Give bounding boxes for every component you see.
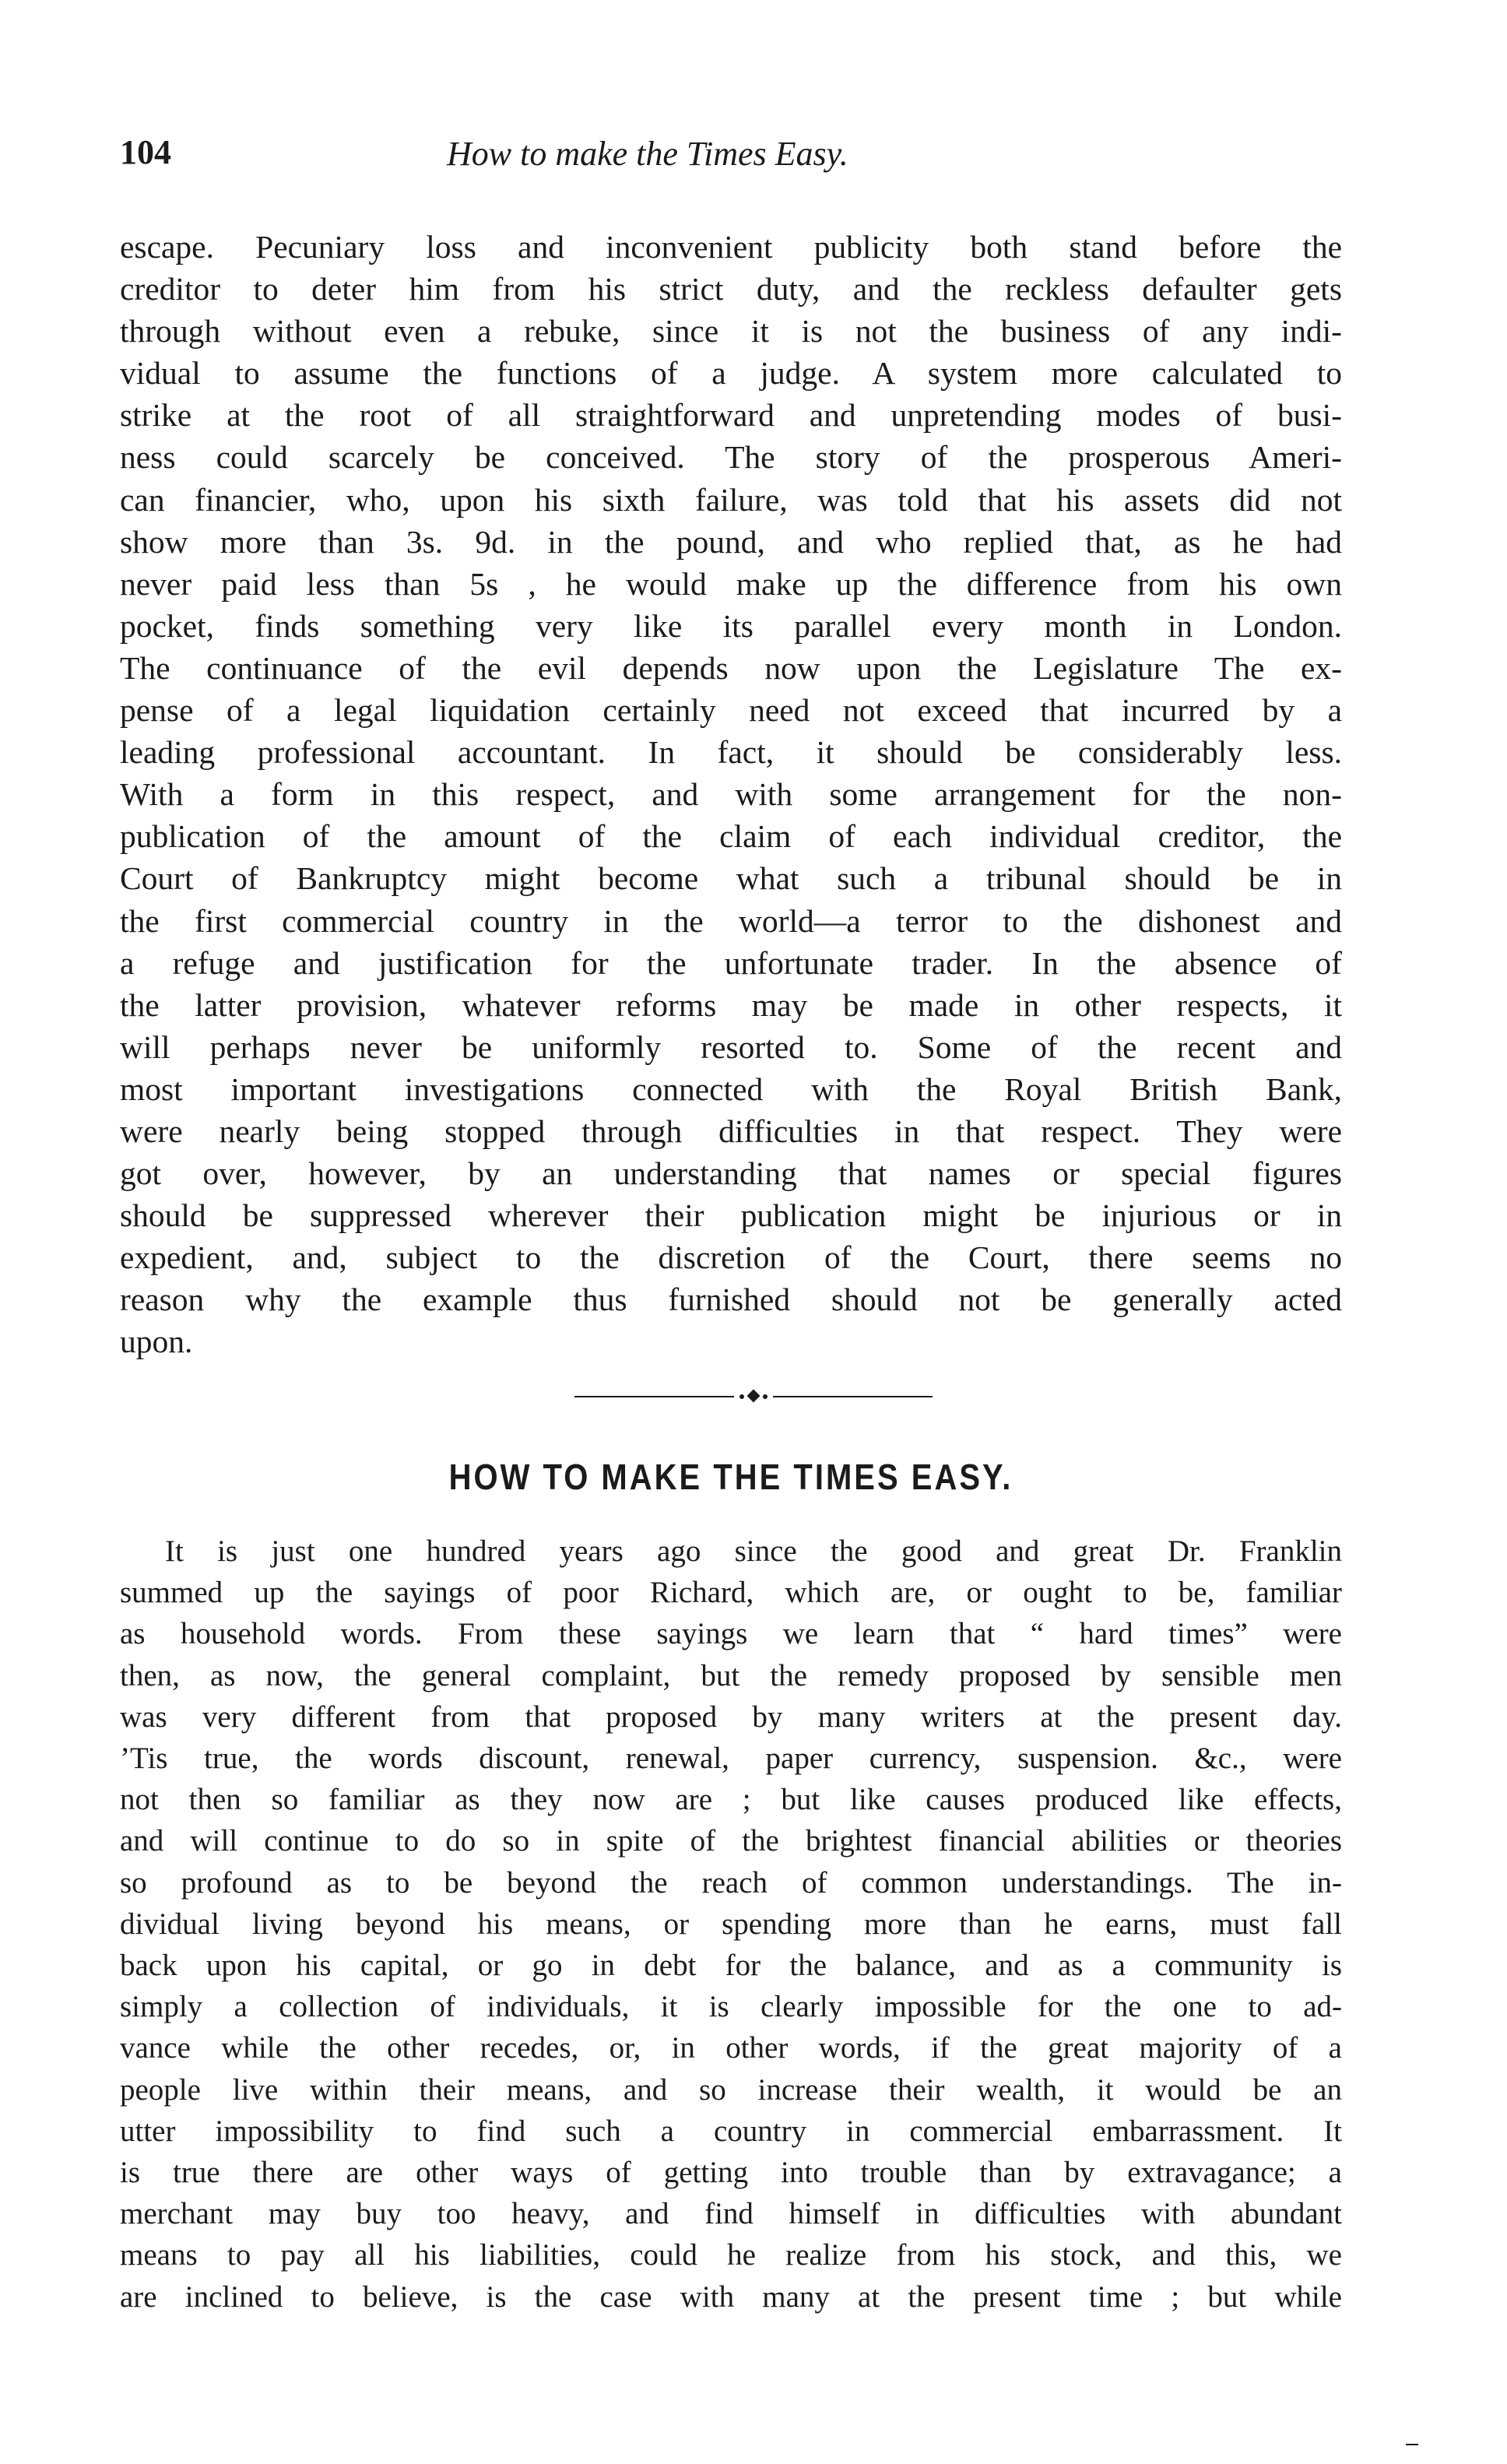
text-line: dividual living beyond his means, or spending more than he earns, must fall: [120, 1907, 1342, 1941]
text-line: people live within their means, and so increase their wealth, it would be an: [120, 2072, 1342, 2107]
page-edge-mark: [1406, 2444, 1418, 2445]
text-line: pocket, finds something very like its parallel every month in London.: [120, 607, 1342, 644]
text-line: through without even a rebuke, since it is not the business of any indi-: [120, 313, 1342, 350]
text-line: The continuance of the evil depends now upon the Legislature The ex-: [120, 649, 1342, 686]
text-line: are inclined to believe, is the case with many at the present time ; but while: [120, 2279, 1342, 2314]
section-divider: [574, 1388, 933, 1404]
text-line: most important investigations connected with the Royal British Bank,: [120, 1070, 1342, 1107]
text-line: never paid less than 5s , he would make up the difference from his own: [120, 565, 1342, 602]
text-line: got over, however, by an understanding that names or special figures: [120, 1155, 1342, 1192]
running-title: How to make the Times Easy.: [447, 135, 848, 173]
text-line: was very different from that proposed by many writers at the present day.: [120, 1699, 1342, 1734]
text-line: simply a collection of individuals, it is clearly impossible for the one to ad-: [120, 1990, 1342, 2024]
text-line: vidual to assume the functions of a judge. A system more calculated to: [120, 355, 1342, 392]
text-line: as household words. From these sayings we learn that “ hard times” were: [120, 1617, 1342, 1651]
text-line: means to pay all his liabilities, could he realize from his stock, and this, we: [120, 2238, 1342, 2272]
page-number: 104: [120, 133, 171, 171]
text-line: With a form in this respect, and with some arrangement for the non-: [120, 776, 1342, 813]
text-line: It is just one hundred years ago since the good and great Dr. Franklin: [165, 1534, 1342, 1568]
section-heading: HOW TO MAKE THE TIMES EASY.: [448, 1457, 1013, 1498]
text-line: so profound as to be beyond the reach of common understandings. The in-: [120, 1865, 1342, 1900]
text-line: utter impossibility to find such a country in commercial embarrassment. It: [120, 2114, 1342, 2148]
text-line: then, as now, the general complaint, but the remedy proposed by sensible men: [120, 1658, 1342, 1692]
text-line: strike at the root of all straightforward and unpretending modes of busi-: [120, 397, 1342, 434]
text-line: back upon his capital, or go in debt for the balance, and as a community is: [120, 1949, 1342, 1983]
section-paragraph: [120, 1531, 1342, 2318]
text-line: show more than 3s. 9d. in the pound, and who replied that, as he had: [120, 523, 1342, 560]
text-line: merchant may buy too heavy, and find himself in difficulties with abundant: [120, 2197, 1342, 2231]
text-line: leading professional accountant. In fact, it should be considerably less.: [120, 734, 1342, 771]
text-line: and will continue to do so in spite of the brightest financial abilities or theories: [120, 1824, 1342, 1858]
divider-ornament-icon: [739, 1388, 768, 1404]
text-line: escape. Pecuniary loss and inconvenient publicity both stand before the: [120, 229, 1342, 265]
text-line: Court of Bankruptcy might become what such a tribunal should be in: [120, 860, 1342, 897]
text-line: the latter provision, whatever reforms may be made in other respects, it: [120, 986, 1342, 1023]
text-line: should be suppressed wherever their publication might be injurious or in: [120, 1197, 1342, 1234]
text-line: summed up the sayings of poor Richard, which are, or ought to be, familiar: [120, 1576, 1342, 1610]
continued-paragraph: [120, 226, 1342, 1363]
divider-rule: [574, 1396, 734, 1397]
divider-rule: [773, 1396, 933, 1397]
text-line: a refuge and justification for the unfortunate trader. In the absence of: [120, 944, 1342, 981]
text-line: the first commercial country in the world—a terror to the dishonest and: [120, 902, 1342, 939]
text-line: will perhaps never be uniformly resorted to. Some of the recent and: [120, 1028, 1342, 1065]
text-line: can financier, who, upon his sixth failure, was told that his assets did not: [120, 481, 1342, 518]
text-line: upon.: [120, 1323, 193, 1360]
running-head: [120, 132, 1350, 187]
text-line: publication of the amount of the claim of each individual creditor, the: [120, 818, 1342, 855]
text-line: not then so familiar as they now are ; but like causes produced like effects,: [120, 1783, 1342, 1817]
text-line: expedient, and, subject to the discretion of the Court, there seems no: [120, 1239, 1342, 1276]
text-line: ness could scarcely be conceived. The story of the prosperous Ameri-: [120, 439, 1342, 476]
text-line: reason why the example thus furnished should not be generally acted: [120, 1281, 1342, 1318]
text-line: were nearly being stopped through difficulties in that respect. They were: [120, 1112, 1342, 1149]
text-line: creditor to deter him from his strict duty, and the reckless defaulter gets: [120, 271, 1342, 308]
text-line: ’Tis true, the words discount, renewal, paper currency, suspension. &c., were: [120, 1742, 1342, 1776]
text-line: is true there are other ways of getting into trouble than by extravagance; a: [120, 2156, 1342, 2190]
text-line: vance while the other recedes, or, in other words, if the great majority of a: [120, 2031, 1342, 2065]
text-line: pense of a legal liquidation certainly need not exceed that incurred by a: [120, 692, 1342, 729]
